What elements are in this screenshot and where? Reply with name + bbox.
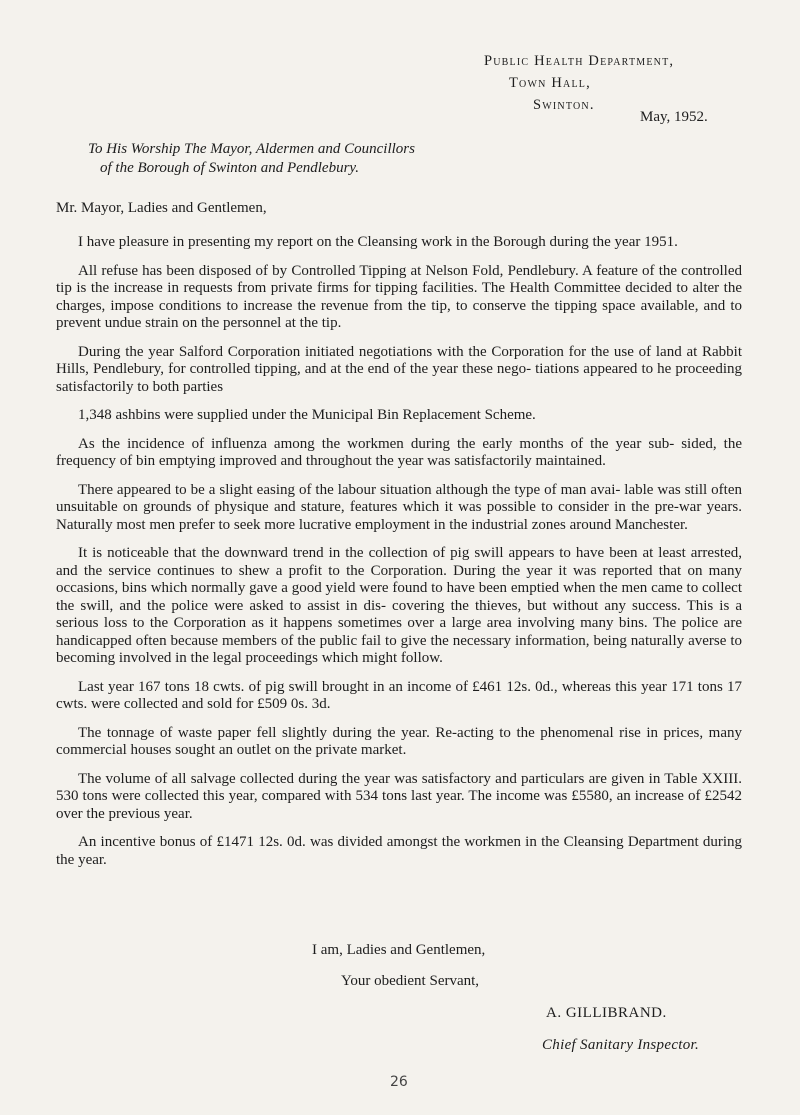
paragraph: An incentive bonus of £1471 12s. 0d. was divided amongst the workmen in the Cleansing Department during the year. bbox=[56, 834, 742, 868]
paragraph: As the incidence of influenza among the workmen during the early months of the year sub- sided, the frequency of bin emptying improved and throughout the year was satisfactorily maintained. bbox=[56, 435, 742, 469]
paragraph: I have pleasure in presenting my report on the Cleansing work in the Borough during the year 1951. bbox=[78, 234, 678, 250]
addressee-line-2: of the Borough of Swinton and Pendlebury. bbox=[100, 160, 360, 176]
report-body bbox=[56, 234, 742, 880]
closing-line-2: Your obedient Servant, bbox=[341, 973, 480, 989]
paragraph: During the year Salford Corporation initiated negotiations with the Corporation for the use of land at Rabbit Hills, Pendlebury, for controlled tipping, and at the end of the year these nego- tiations appeared to he proceeding satisfactorily to both parties bbox=[56, 343, 742, 395]
paragraph: Last year 167 tons 18 cwts. of pig swill brought in an income of £461 12s. 0d., whereas this year 171 tons 17 cwts. were collected and sold for £509 0s. 3d. bbox=[56, 678, 742, 712]
closing-line-1: I am, Ladies and Gentlemen, bbox=[312, 942, 486, 958]
addressee bbox=[88, 140, 415, 178]
address-line-town: Swinton. bbox=[533, 97, 595, 113]
greeting: Mr. Mayor, Ladies and Gentlemen, bbox=[56, 200, 267, 216]
address-line-town-hall: Town Hall, bbox=[509, 75, 591, 91]
letter-date: May, 1952. bbox=[640, 109, 708, 125]
signature-title: Chief Sanitary Inspector. bbox=[542, 1037, 700, 1053]
page-number: 26 bbox=[390, 1074, 408, 1090]
sender-address bbox=[484, 50, 674, 116]
paragraph: The tonnage of waste paper fell slightly during the year. Re-acting to the phenomenal rise in prices, many commercial houses sought an outlet on the private market. bbox=[56, 724, 742, 758]
paragraph: All refuse has been disposed of by Controlled Tipping at Nelson Fold, Pendlebury. A feature of the controlled tip is the increase in requests from private firms for tipping facilities. The Health Committee decided to alter the charges, impose conditions to increase the revenue from the tip, to conserve the tipping space available, and to prevent undue strain on the personnel at the tip. bbox=[56, 262, 742, 331]
signature-name: A. GILLIBRAND. bbox=[546, 1005, 667, 1021]
paragraph: There appeared to be a slight easing of the labour situation although the type of man avai- lable was still often unsuitable on grounds of physique and stature, features which it was possible to consider in the pre-war years. Naturally most men prefer to seek more lucrative employment in the industrial zones around Manchester. bbox=[56, 481, 742, 533]
address-line-department: Public Health Department, bbox=[484, 53, 675, 69]
paragraph: The volume of all salvage collected during the year was satisfactory and particulars are given in Table XXIII. 530 tons were collected this year, compared with 534 tons last year. The income was £5580, an increase of £2542 over the previous year. bbox=[56, 770, 742, 822]
paragraph: 1,348 ashbins were supplied under the Municipal Bin Replacement Scheme. bbox=[78, 407, 536, 423]
addressee-line-1: To His Worship The Mayor, Aldermen and Councillors bbox=[88, 141, 415, 157]
paragraph: It is noticeable that the downward trend in the collection of pig swill appears to have been at least arrested, and the service continues to shew a profit to the Corporation. During the year it was reported that on many occasions, bins which normally gave a good yield were found to have been emptied when the men came to collect the swill, and the police were asked to assist in dis- covering the thieves, but without any success. This is a serious loss to the Corporation as it happens sometimes over a large area involving many bins. The police are handicapped often because members of the public fail to give the necessary information, being naturally averse to becoming involved in the legal proceedings which might follow. bbox=[56, 545, 742, 666]
